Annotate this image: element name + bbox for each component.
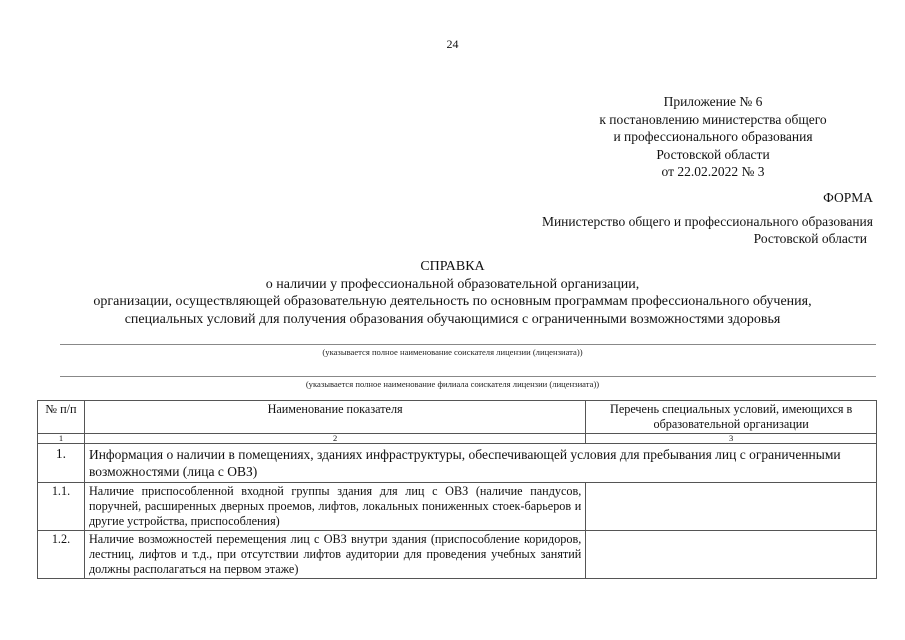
row-conditions-cell[interactable] [586,531,877,579]
form-label: ФОРМА [823,190,873,205]
indicators-table [37,400,877,579]
appendix-line: Приложение № 6 [663,94,763,109]
row-indicator: Наличие приспособленной входной группы здания для лиц с ОВЗ (наличие пандусов, поручней, расширенных дверных проемов, лифтов, локальных пониженных стоек-барьеров и другие устройства, приспособления) [84,483,585,531]
section-number: 1. [38,444,85,483]
document-title [0,258,905,328]
header-num: № п/п [38,401,85,434]
row-number: 1.1. [38,483,85,531]
row-indicator: Наличие возможностей перемещения лиц с ОВЗ внутри здания (приспособление коридоров, лестниц, лифтов и т.д., при отсутствии лифтов аудитории для проведения учебных занятий должны располагаться на первом этаже) [84,531,585,579]
appendix-line: от 22.02.2022 № 3 [661,164,765,180]
ministry-line: Министерство общего и профессионального образования [541,214,873,229]
section-text: Информация о наличии в помещениях, зданиях инфраструктуры, обеспечивающей условия для пребывания лиц с ограниченными возможностями (лица с ОВЗ) [84,444,876,483]
table-row [38,531,877,579]
branch-name-caption: (указывается полное наименование филиала соискателя лицензии (лицензиата)) [305,379,600,389]
title-line: организации, осуществляющей образовательную деятельность по основным программам профессионального обучения, [93,294,812,309]
ministry-line: Ростовской области [753,231,867,246]
table-header-row [38,401,877,434]
ministry-block [453,213,873,247]
title-line: о наличии у профессиональной образовательной организации, [265,276,640,292]
column-number: 2 [84,434,585,444]
column-number-row [38,434,877,444]
row-conditions-cell[interactable] [586,483,877,531]
applicant-name-caption: (указывается полное наименование соискателя лицензии (лицензиата)) [322,347,583,357]
title-heading: СПРАВКА [420,259,485,274]
column-number: 3 [586,434,877,444]
appendix-line: Ростовской области [656,146,770,162]
row-number: 1.2. [38,531,85,579]
appendix-block [563,93,863,181]
header-indicator: Наименование показателя [84,401,585,434]
appendix-line: и профессионального образования [613,129,813,145]
branch-name-line [60,376,876,377]
header-conditions: Перечень специальных условий, имеющихся в образовательной организации [586,401,877,434]
table-row [38,483,877,531]
section-row [38,444,877,483]
column-number: 1 [38,434,85,444]
appendix-line: к постановлению министерства общего [599,111,827,127]
title-line: специальных условий для получения образования обучающимися с ограниченными возможностями здоровья [124,311,781,327]
applicant-name-line [60,344,876,345]
page-number: 24 [446,37,459,51]
